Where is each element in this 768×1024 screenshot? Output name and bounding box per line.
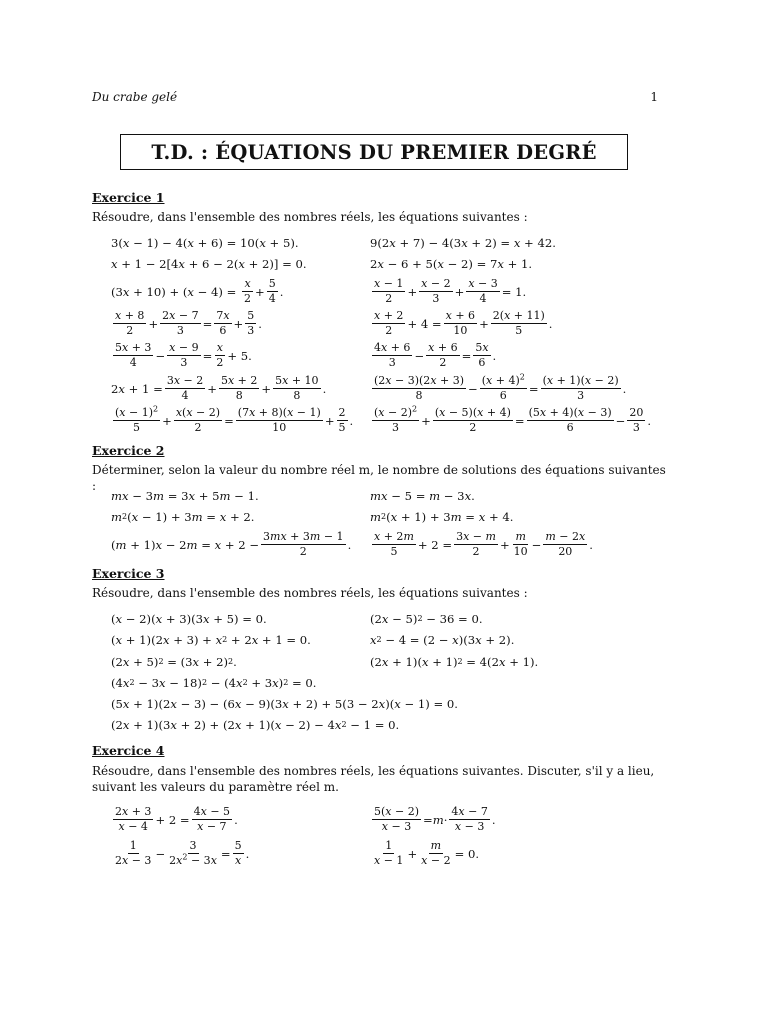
equation: 5x + 3 4 − x − 9 3 = x 2 + 5.: [115, 341, 252, 369]
document-title: T.D. : ÉQUATIONS DU PREMIER DEGRÉ: [120, 134, 628, 170]
equation: 2x + 3 x − 4 + 2 = 4x − 5 x − 7 .: [115, 805, 238, 833]
equation: (2 x + 1)(3 x + 2) + (2 x + 1)( x − 2) − 4 x 2 − 1 = 0.: [111, 718, 400, 732]
exercise-3-instruction: Résoudre, dans l'ensemble des nombres réels, les équations suivantes :: [92, 586, 528, 600]
exercise-1-title: Exercice 1: [92, 190, 165, 205]
equation: x − 1 2 + x − 2 3 + x − 3 4 = 1.: [374, 277, 527, 305]
equation: (2x − 3)(2x + 3) 8 − $(x + 4)^2$ 6 = (x + 1)(x − 2) 3 .: [374, 372, 627, 402]
exercise-1-instruction: Résoudre, dans l'ensemble des nombres réels, les équations suivantes :: [92, 210, 528, 224]
equation: 9(2 x + 7) − 4(3 x + 2) = x + 42.: [370, 236, 556, 250]
equation: (2 x + 1)( x + 1) 2 = 4(2 x + 1).: [370, 655, 539, 669]
equation: mx − 5 = m − 3 x .: [370, 489, 475, 503]
equation: 3( x − 1) − 4( x + 6) = 10( x + 5).: [111, 236, 299, 250]
equation: 2 x + 1 = 3x − 2 4 + 5x + 2 8 + 5x + 10 8 .: [111, 374, 327, 402]
exercise-2-instruction: Déterminer, selon la valeur du nombre réel m, le nombre de solutions des équations suivantes :: [92, 463, 666, 493]
equation: m 2 ( x + 1) + 3 m = x + 4.: [370, 510, 514, 524]
equation: mx − 3 m = 3 x + 5 m − 1.: [111, 489, 259, 503]
equation: x 2 − 4 = (2 − x )(3 x + 2).: [370, 633, 515, 647]
header-title: Du crabe gelé: [92, 90, 178, 104]
equation: x + 2 2 + 4 = x + 6 10 + 2(x + 11) 5 .: [374, 309, 553, 337]
equation: (4 x 2 − 3 x − 18) 2 − (4 x 2 + 3 x ) 2 = 0.: [111, 676, 317, 690]
equation: ( m + 1) x − 2 m = x + 2 − 3mx + 3m − 1 2 .: [111, 530, 352, 558]
equation: ( x + 1)(2 x + 3) + x 2 + 2 x + 1 = 0.: [111, 633, 311, 647]
equation: (5 x + 1)(2 x − 3) − (6 x − 9)(3 x + 2) + 5(3 − 2 x )( x − 1) = 0.: [111, 697, 458, 711]
exercise-4-title: Exercice 4: [92, 743, 165, 758]
equation: x + 1 − 2[4 x + 6 − 2( x + 2)] = 0.: [111, 257, 307, 271]
equation: (2 x − 5) 2 − 36 = 0.: [370, 612, 483, 626]
equation: 4x + 6 3 − x + 6 2 = 5x 6 .: [374, 341, 497, 369]
equation: 1 2x − 3 − 3 $2x^2 - 3x$ = 5 x .: [115, 839, 250, 867]
exercise-3-title: Exercice 3: [92, 566, 165, 581]
exercise-2-title: Exercice 2: [92, 443, 165, 458]
equation: ( x − 2)( x + 3)(3 x + 5) = 0.: [111, 612, 267, 626]
equation: m 2 ( x − 1) + 3 m = x + 2.: [111, 510, 255, 524]
equation: (3 x + 10) + ( x − 4) = x 2 + 5 4 .: [111, 277, 284, 305]
equation: $(x - 2)^2$ 3 + (x − 5)(x + 4) 2 = (5x + 4)(x − 3) 6 − 20 3 .: [374, 404, 652, 434]
page-number: 1: [650, 90, 658, 104]
equation: x + 8 2 + 2x − 7 3 = 7x 6 + 5 3 .: [115, 309, 262, 337]
equation: $(x - 1)^2$ 5 + x(x − 2) 2 = (7x + 8)(x − 1) 10 + 2 5 .: [115, 404, 354, 434]
equation: x + 2m 5 + 2 = 3x − m 2 + m 10 − m − 2x 20 .: [374, 530, 593, 558]
equation: 1 x − 1 + m x − 2 = 0.: [374, 839, 480, 867]
exercise-4-instruction: Résoudre, dans l'ensemble des nombres réels, les équations suivantes. Discuter, s'il y a lieu, suivant les valeurs du paramètre réel m.: [92, 764, 655, 794]
equation: 5(x − 2) x − 3 = m · 4x − 7 x − 3 .: [374, 805, 496, 833]
equation: 2 x − 6 + 5( x − 2) = 7 x + 1.: [370, 257, 533, 271]
equation: (2 x + 5) 2 = (3 x + 2) 2 .: [111, 655, 237, 669]
